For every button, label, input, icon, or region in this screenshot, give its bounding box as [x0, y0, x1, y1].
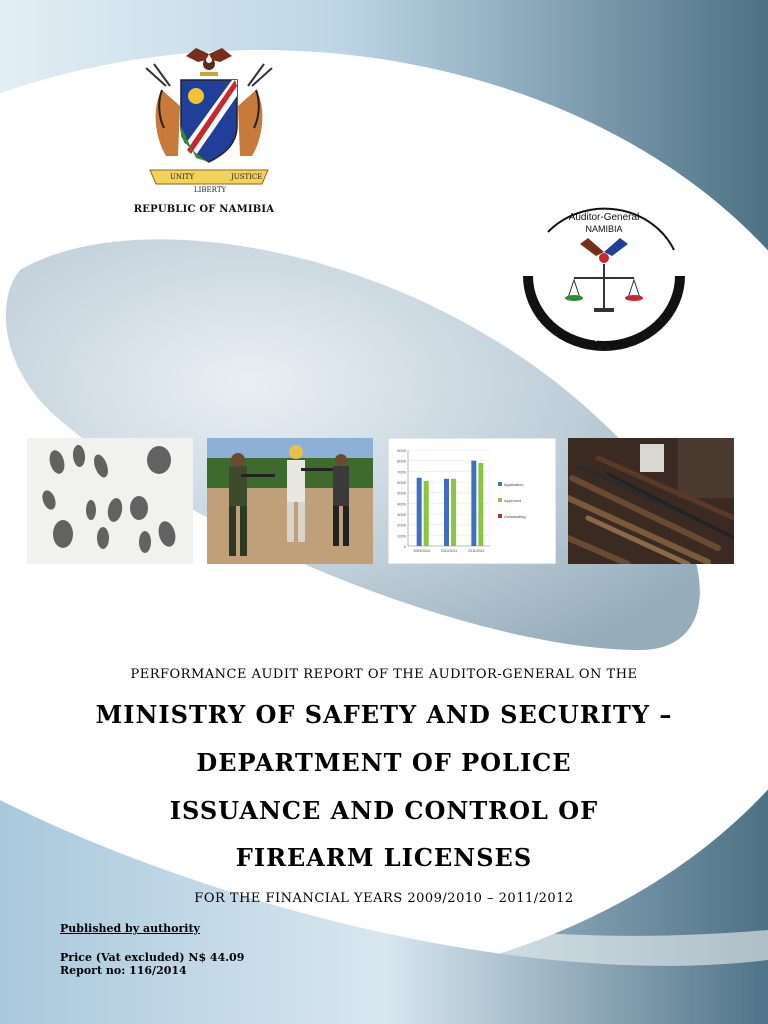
chart-y-tick: 1000 [397, 533, 406, 539]
chart-y-tick: 6000 [397, 480, 406, 485]
chart-bar [444, 479, 449, 546]
fingerprints-photo [27, 438, 193, 564]
chart-legend-label: Application [504, 482, 524, 487]
chart-y-tick: 5000 [397, 490, 406, 496]
chart-legend-label: Approved [504, 498, 522, 503]
seal-title: Auditor-General [568, 212, 640, 223]
title-line-licenses: FIREARM LICENSES [235, 843, 533, 872]
chart-y-tick: 0 [403, 544, 406, 549]
price: Price (Vat excluded) N$ 44.09 [60, 951, 245, 964]
report-subtitle: PERFORMANCE AUDIT REPORT OF THE AUDITOR-GENERAL ON THE [130, 667, 638, 682]
title-line-department: DEPARTMENT OF POLICE [196, 748, 572, 777]
title-line-issuance: ISSUANCE AND CONTROL OF [169, 796, 599, 825]
chart-x-tick: 2011/2012 [468, 549, 485, 553]
chart-y-tick: 8000 [397, 458, 406, 464]
chart-bar [478, 463, 483, 546]
confiscated-firearms-photo [568, 438, 734, 564]
motto-center: LIBERTY [194, 186, 227, 194]
auditor-general-seal [518, 198, 690, 354]
chart-legend-swatch [498, 514, 502, 518]
seal-ring-text: Enhancing Transparent Accountability [538, 293, 670, 343]
chart-y-tick: 2000 [397, 522, 406, 528]
chart-legend-swatch [498, 482, 502, 486]
seal-subtitle: NAMIBIA [585, 224, 623, 234]
chart-y-tick: 3000 [397, 512, 406, 517]
license-bar-chart [388, 438, 556, 564]
chart-bar [424, 481, 429, 546]
motto-right: JUSTICE [231, 173, 263, 181]
chart-legend-label: Outstanding [504, 514, 526, 519]
chart-x-tick: 2010/2011 [440, 549, 458, 553]
chart-legend-swatch [498, 498, 502, 502]
chart-x-tick: 2009/2010 [413, 549, 430, 553]
chart-y-tick: 7000 [397, 469, 406, 475]
coat-of-arms-logo [136, 46, 282, 196]
country-name: REPUBLIC OF NAMIBIA [133, 204, 275, 215]
chart-y-tick: 9000 [397, 448, 406, 453]
financial-years: FOR THE FINANCIAL YEARS 2009/2010 – 2011/2012 [194, 891, 574, 906]
shooting-range-photo [207, 438, 373, 564]
chart-bar [471, 461, 476, 546]
motto-left: UNITY [170, 173, 195, 181]
chart-bar [417, 478, 422, 546]
chart-y-tick: 4000 [397, 501, 406, 507]
chart-bar [451, 479, 456, 546]
price-block [60, 951, 244, 977]
report-number: Report no: 116/2014 [60, 964, 187, 977]
title-line-ministry: MINISTRY OF SAFETY AND SECURITY – [95, 700, 673, 729]
published-by: Published by authority [60, 922, 200, 935]
